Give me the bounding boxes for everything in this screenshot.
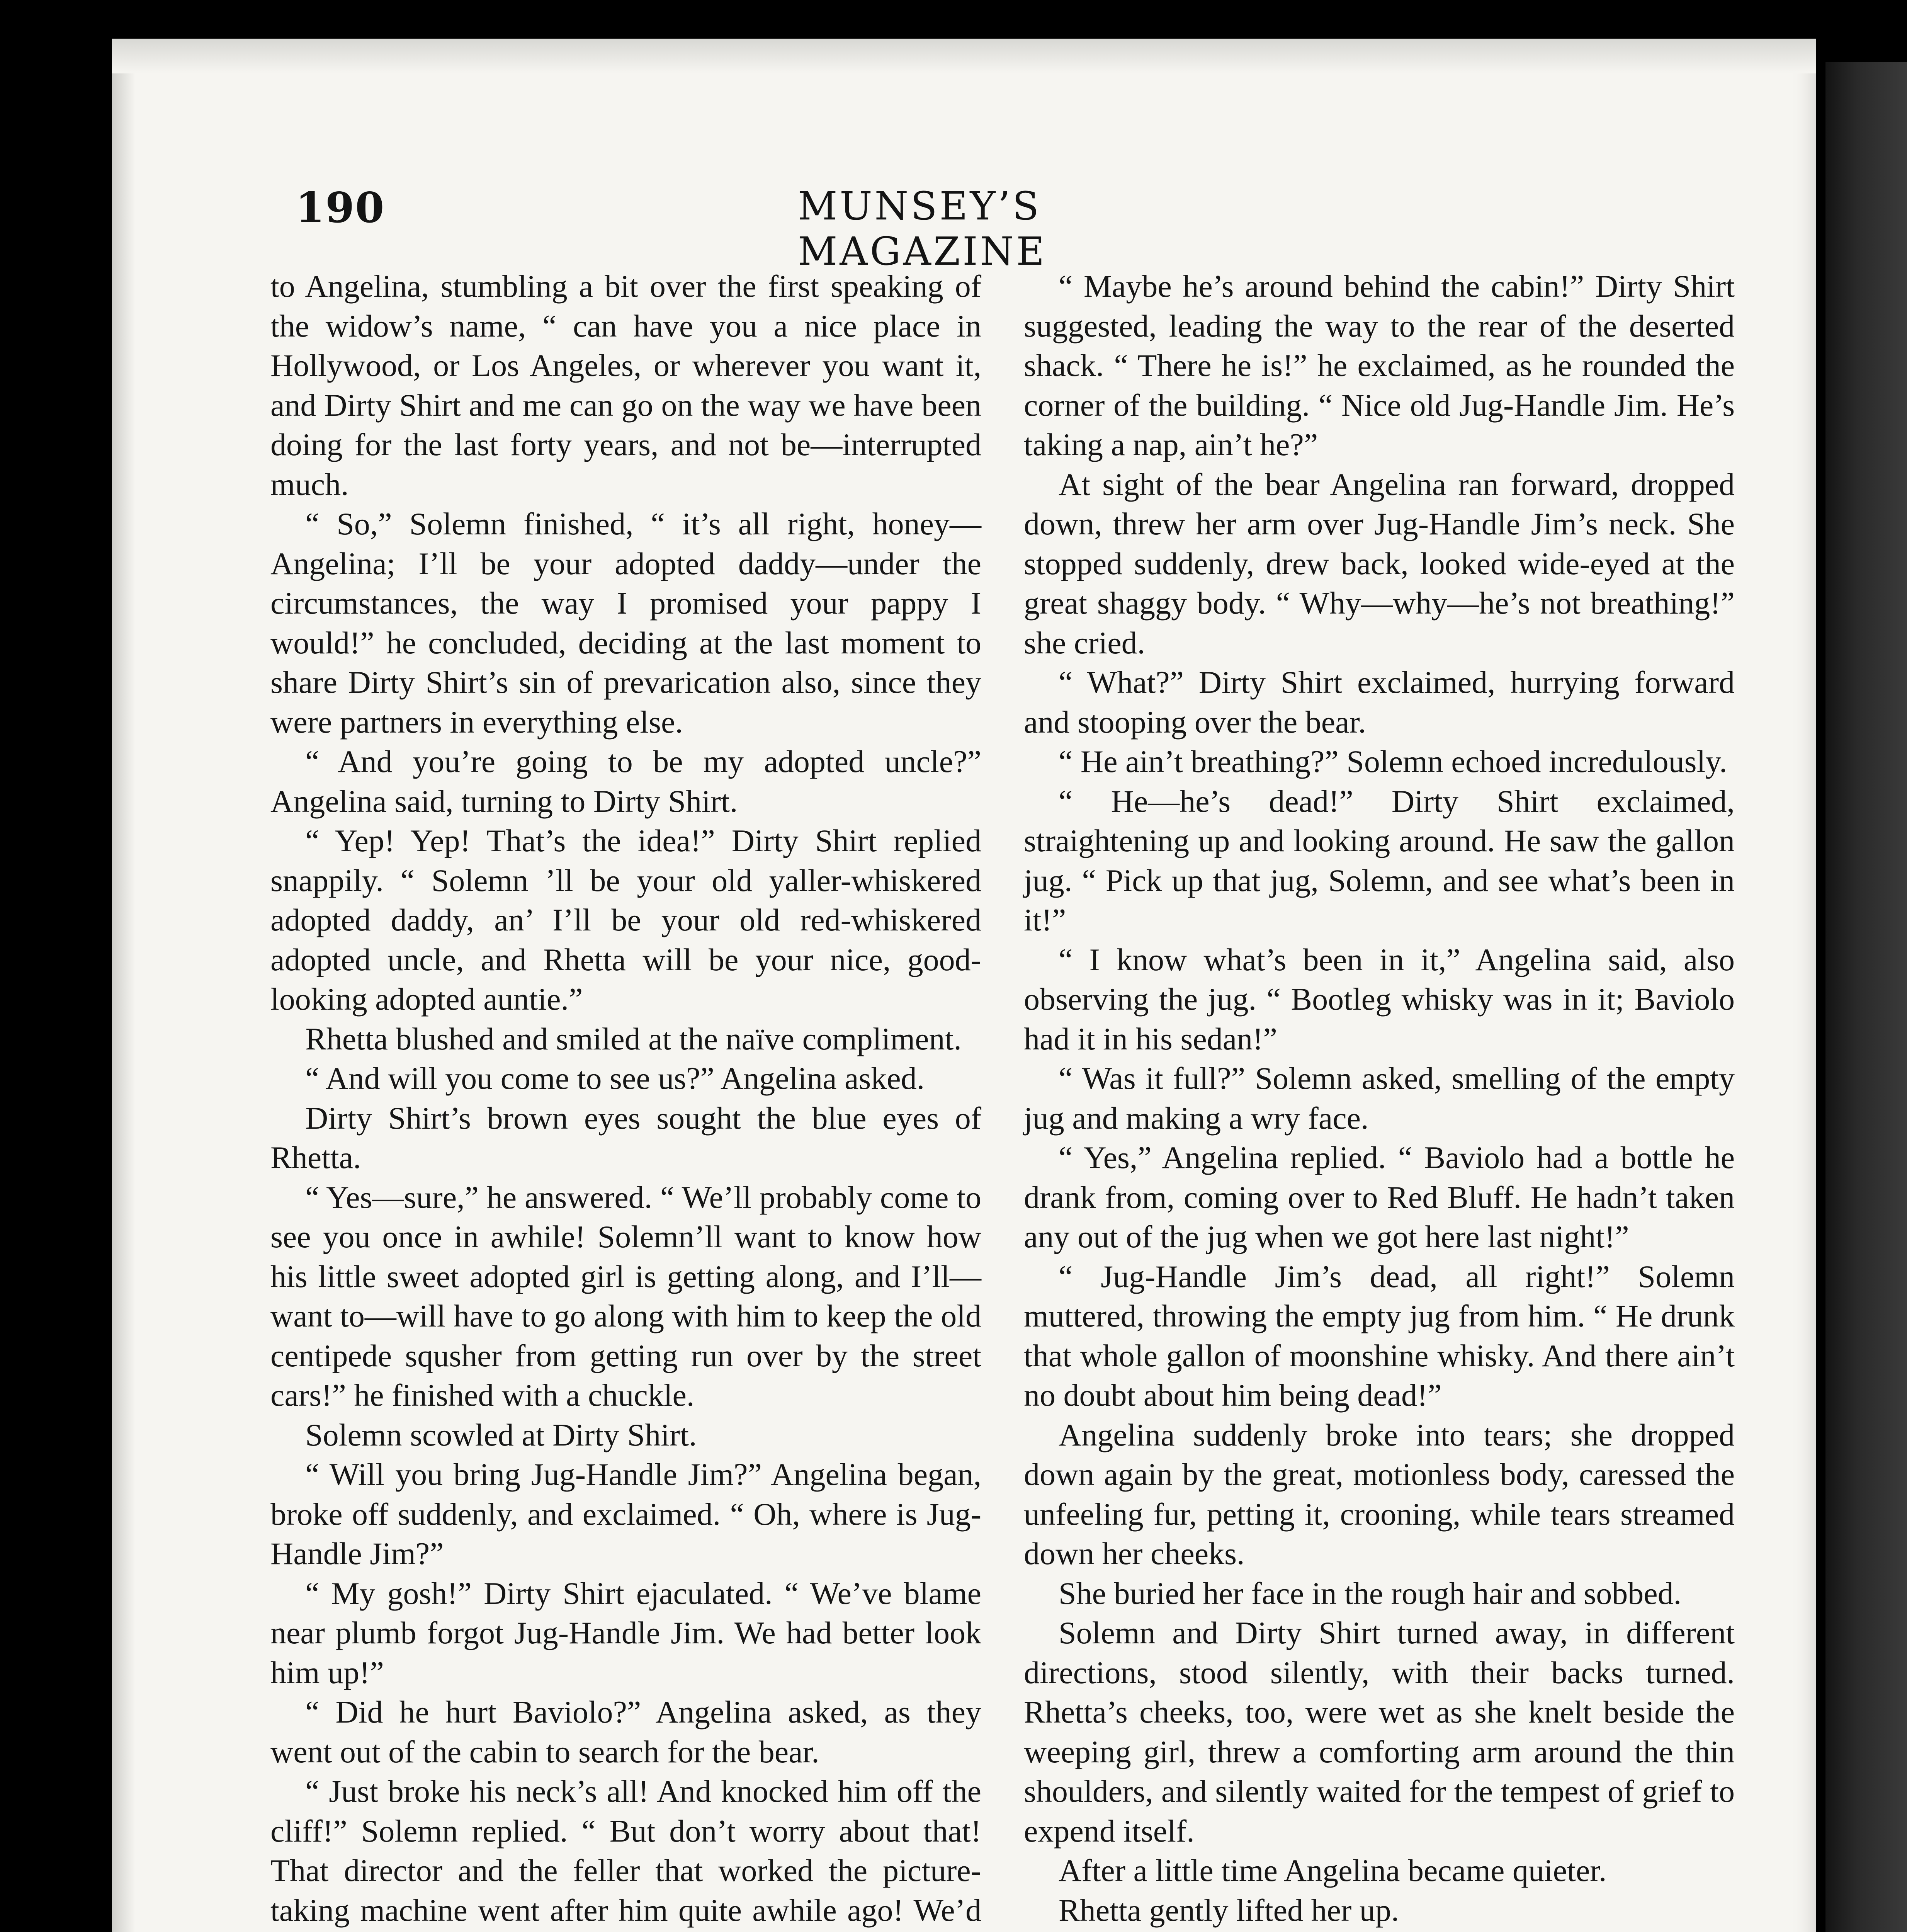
- paragraph: Dirty Shirt’s brown eyes sought the blue eyes of Rhetta.: [270, 1100, 981, 1175]
- page-binding-shadow: [112, 39, 135, 1932]
- paragraph: “ Just broke his neck’s all! And knocked him off the cliff!” Solemn replied. “ But don’t worry about that! That director and the feller that worked the picture-taking machine went after him quite awhile ago! We’d: [270, 1774, 981, 1928]
- page-top-shadow: [112, 39, 1816, 73]
- paragraph: to Angelina, stumbling a bit over the first speaking of the widow’s name, “ can have you a nice place in Hollywood, or Los Angeles, or wherever you want it, and Dirty Shirt and me can go on the way we have been doing for the last forty years, and not be—interrupted much.: [270, 269, 981, 502]
- paragraph: “ He ain’t breathing?” Solemn echoed incredulously.: [1059, 744, 1727, 779]
- paragraph: Rhetta gently lifted her up.: [1059, 1892, 1399, 1928]
- paragraph: “ Yep! Yep! That’s the idea!” Dirty Shirt replied snappily. “ Solemn ’ll be your old yaller-whiskered adopted daddy, an’ I’ll be your old red-whiskered adopted uncle, and Rhetta will be your nice, good-looking adopted auntie.”: [270, 823, 981, 1017]
- paragraph: Angelina suddenly broke into tears; she dropped down again by the great, motionless body, caressed the unfeeling fur, petting it, crooning, while tears streamed down her cheeks.: [1024, 1417, 1735, 1571]
- running-head: MUNSEY’S MAGAZINE: [798, 184, 1047, 274]
- paragraph: “ Maybe he’s around behind the cabin!” Dirty Shirt suggested, leading the way to the rear of the deserted shack. “ There he is!” he exclaimed, as he rounded the corner of the building. “ Nice old Jug-Handle Jim. He’s taking a nap, ain’t he?”: [1024, 269, 1735, 462]
- paragraph: “ And will you come to see us?” Angelina asked.: [305, 1061, 925, 1096]
- paragraph: Solemn scowled at Dirty Shirt.: [305, 1417, 697, 1452]
- paragraph: “ And you’re going to be my adopted uncle?” Angelina said, turning to Dirty Shirt.: [270, 744, 981, 819]
- paragraph: “ Did he hurt Baviolo?” Angelina asked, as they went out of the cabin to search for the bear.: [270, 1694, 981, 1769]
- paragraph: “ Yes—sure,” he answered. “ We’ll probably come to see you once in awhile! Solemn’ll want to know how his little sweet adopted girl is getting along, and I’ll—want to—will have to go along with him to keep the old centipede squsher from getting run over by the street cars!” he finished with a chuckle.: [270, 1179, 981, 1413]
- paragraph: After a little time Angelina became quieter.: [1059, 1853, 1607, 1888]
- paragraph: [1024, 1930, 1735, 1932]
- paragraph: “ What?” Dirty Shirt exclaimed, hurrying forward and stooping over the bear.: [1024, 665, 1735, 740]
- paragraph: “ Yes,” Angelina replied. “ Baviolo had a bottle he drank from, coming over to Red Bluff. He hadn’t taken any out of the jug when we got here last night!”: [1024, 1140, 1735, 1254]
- page-header: [296, 184, 1300, 274]
- paragraph: “ Was it full?” Solemn asked, smelling of the empty jug and making a wry face.: [1024, 1061, 1735, 1136]
- paragraph: At sight of the bear Angelina ran forward, dropped down, threw her arm over Jug-Handle Jim’s neck. She stopped suddenly, drew back, looked wide-eyed at the great shaggy body. “ Why—why—he’s not breathing!” she cried.: [1024, 466, 1735, 660]
- right-column: [1024, 267, 1735, 1932]
- paragraph: “ Jug-Handle Jim’s dead, all right!” Solemn muttered, throwing the empty jug from him. “ He drunk that whole gallon of moonshine whisky. And there ain’t no doubt about him being dead!”: [1024, 1259, 1735, 1413]
- paragraph: Rhetta blushed and smiled at the naïve compliment.: [305, 1021, 962, 1056]
- left-column: [270, 267, 981, 1932]
- paragraph: “ He—he’s dead!” Dirty Shirt exclaimed, straightening up and looking around. He saw the gallon jug. “ Pick up that jug, Solemn, and see what’s been in it!”: [1024, 783, 1735, 937]
- paragraph: “ I know what’s been in it,” Angelina said, also observing the jug. “ Bootleg whisky was in it; Baviolo had it in his sedan!”: [1024, 942, 1735, 1056]
- page-number: 190: [296, 184, 385, 232]
- paragraph: “ My gosh!” Dirty Shirt ejaculated. “ We’ve blame near plumb forgot Jug-Handle Jim. We had better look him up!”: [270, 1575, 981, 1690]
- paragraph: “ Will you bring Jug-Handle Jim?” Angelina began, broke off suddenly, and exclaimed. “ Oh, where is Jug-Handle Jim?”: [270, 1457, 981, 1571]
- paragraph: Solemn and Dirty Shirt turned away, in different directions, stood silently, with their backs turned. Rhetta’s cheeks, too, were wet as she knelt beside the weeping girl, threw a comforting arm around the thin shoulders, and silently waited for the tempest of grief to expend itself.: [1024, 1615, 1735, 1849]
- adjacent-page-edge: [1825, 62, 1907, 1932]
- paragraph: She buried her face in the rough hair and sobbed.: [1059, 1575, 1682, 1611]
- paragraph: “ So,” Solemn finished, “ it’s all right, honey—Angelina; I’ll be your adopted daddy—under the circumstances, the way I promised your pappy I would!” he concluded, deciding at the last moment to share Dirty Shirt’s sin of prevarication also, since they were partners in everything else.: [270, 506, 981, 740]
